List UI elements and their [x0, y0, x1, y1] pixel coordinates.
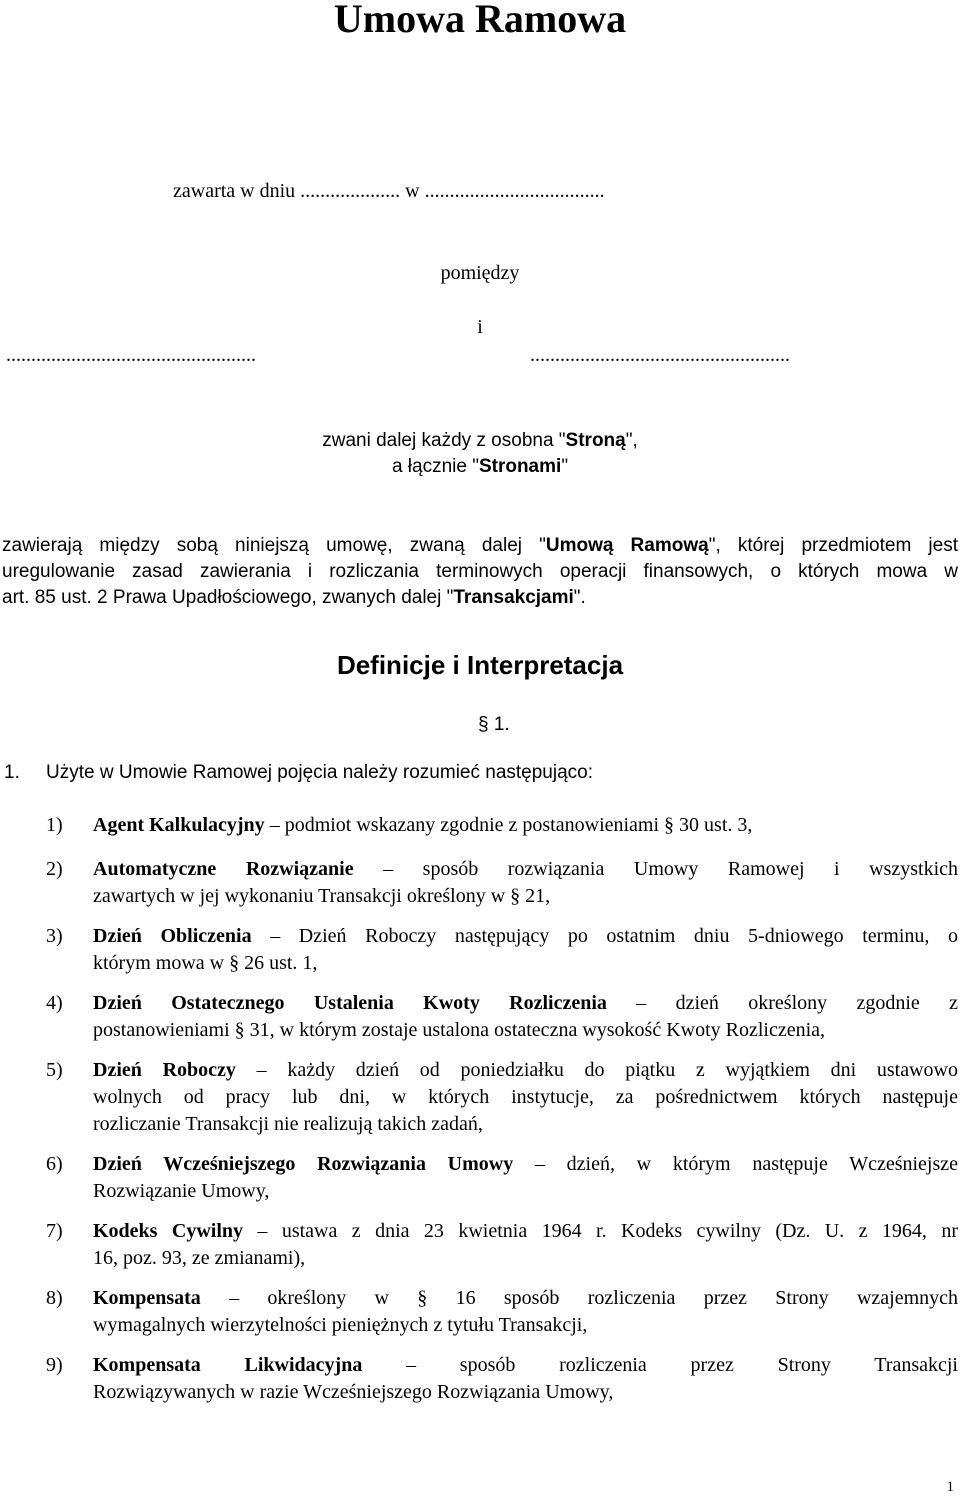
definition-item: 3) Dzień Obliczenia – Dzień Roboczy następujący po ostatnim dniu 5-dniowego terminu, o którym mowa w § 26 ust. 1,: [46, 925, 958, 974]
definition-item: 2) Automatyczne Rozwiązanie – sposób rozwiązania Umowy Ramowej i wszystkich zawartych w jej wykonaniu Transakcji określony w § 21,: [46, 858, 958, 907]
party-2-placeholder: ....................................................: [530, 344, 790, 366]
definition-term: Agent Kalkulacyjny: [93, 814, 265, 836]
document-title: Umowa Ramowa: [333, 0, 627, 41]
concluded-line: zawarta w dniu .................... w ....................................: [173, 180, 605, 202]
paragraph-text: Użyte w Umowie Ramowej pojęcia należy rozumieć następująco:: [46, 762, 594, 783]
definition-term: Automatyczne Rozwiązanie: [93, 858, 354, 880]
page-number: 1: [946, 1479, 954, 1495]
definition-term: Kompensata Likwidacyjna: [93, 1354, 363, 1376]
between-label: pomiędzy: [440, 262, 520, 284]
definition-item: 6) Dzień Wcześniejszego Rozwiązania Umowy – dzień, w którym następuje Wcześniejsze Rozwiązanie Umowy,: [46, 1153, 959, 1202]
and-label: i: [477, 316, 483, 338]
section-number: § 1.: [478, 714, 510, 735]
definition-term: Dzień Ostatecznego Ustalenia Kwoty Rozliczenia: [93, 992, 607, 1014]
definition-term: Kompensata: [93, 1287, 201, 1309]
definition-term: Dzień Wcześniejszego Rozwiązania Umowy: [93, 1153, 514, 1175]
definition-term: Kodeks Cywilny: [93, 1220, 243, 1242]
definition-item: 9) Kompensata Likwidacyjna – sposób rozliczenia przez Strony Transakcji Rozwiązywanych w razie Wcześniejszego Rozwiązania Umowy,: [46, 1354, 958, 1403]
definition-item: 5) Dzień Roboczy – każdy dzień od poniedziałku do piątku z wyjątkiem dni ustawowo wolnych od pracy lub dni, w których instytucje, za pośrednictwem których następuje rozliczanie Transakcji nie realizują takich zadań,: [46, 1059, 958, 1135]
definition-item: 8) Kompensata – określony w § 16 sposób rozliczenia przez Strony wzajemnych wymagalnych wierzytelności pieniężnych z tytułu Transakcji,: [46, 1287, 959, 1336]
party-1-placeholder: ..................................................: [6, 344, 256, 366]
paragraph-number: 1.: [4, 762, 20, 783]
definition-item: 7) Kodeks Cywilny – ustawa z dnia 23 kwietnia 1964 r. Kodeks cywilny (Dz. U. z 1964, nr 16, poz. 93, ze zmianami),: [46, 1220, 958, 1269]
definition-term: Dzień Roboczy: [93, 1059, 236, 1081]
intro-paragraph: zawierają między sobą niniejszą umowę, zwaną dalej "Umową Ramową", której przedmiotem jest uregulowanie zasad zawierania i rozliczania terminowych operacji finansowych, o których mowa w art. 85 ust. 2 Prawa Upadłościowego, zwanych dalej "Transakcjami".: [2, 535, 958, 608]
definition-item: 1) Agent Kalkulacyjny – podmiot wskazany zgodnie z postanowieniami § 30 ust. 3,: [46, 814, 753, 836]
party-definition-line-2: a łącznie "Stronami": [391, 456, 569, 477]
section-heading: Definicje i Interpretacja: [336, 650, 624, 680]
definition-term: Dzień Obliczenia: [93, 925, 252, 947]
party-definition-line-1: zwani dalej każdy z osobna "Stroną",: [322, 430, 638, 451]
definition-item: 4) Dzień Ostatecznego Ustalenia Kwoty Rozliczenia – dzień określony zgodnie z postanowieniami § 31, w którym zostaje ustalona ostateczna wysokość Kwoty Rozliczenia,: [46, 992, 959, 1041]
